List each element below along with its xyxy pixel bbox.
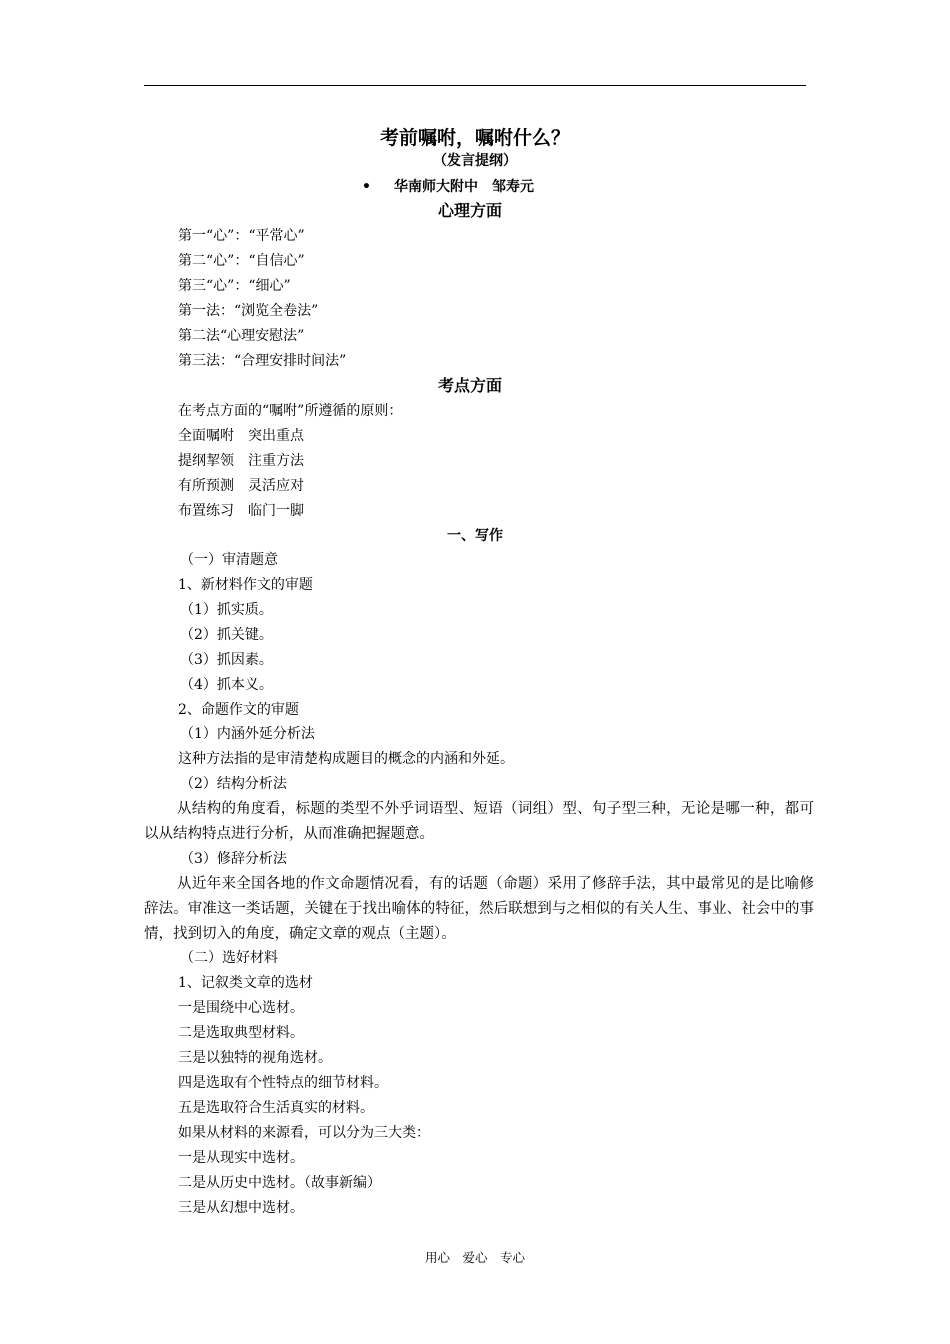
- psych-item: 第二法“心理安慰法”: [178, 328, 305, 344]
- document-subtitle: （发言提纲）: [433, 153, 517, 169]
- section-heading-writing: 一、写作: [447, 528, 503, 544]
- writing-subhead: 1、记叙类文章的选材: [178, 975, 313, 991]
- method-title: （3）修辞分析法: [180, 851, 287, 867]
- psych-item: 第三“心”：“细心”: [178, 278, 291, 294]
- list-item: 二是选取典型材料。: [178, 1025, 304, 1041]
- psych-item: 第三法：“合理安排时间法”: [178, 353, 347, 369]
- list-item: 三是以独特的视角选材。: [178, 1050, 332, 1066]
- list-item: （2）抓关键。: [180, 627, 273, 643]
- psych-item: 第二“心”：“自信心”: [178, 253, 305, 269]
- writing-part-title: （一）审清题意: [180, 552, 278, 568]
- method-text: 这种方法指的是审清楚构成题目的概念的内涵和外延。: [178, 751, 514, 767]
- header-rule: [144, 85, 806, 86]
- exam-item: 布置练习 临门一脚: [178, 503, 304, 519]
- method-paragraph: 从近年来全国各地的作文命题情况看，有的话题（命题）采用了修辞手法，其中最常见的是比喻修辞法。审准这一类话题，关键在于找出喻体的特征，然后联想到与之相似的有关人生、事业、社会中的事情，找到切入的角度，确定文章的观点（主题）。: [144, 876, 814, 942]
- psych-item: 第一法：“浏览全卷法”: [178, 303, 319, 319]
- list-item: 二是从历史中选材。（故事新编）: [178, 1175, 381, 1191]
- exam-item: 有所预测 灵活应对: [178, 478, 304, 494]
- author-name: 华南师大附中 邹寿元: [394, 179, 534, 195]
- source-intro: 如果从材料的来源看，可以分为三大类：: [178, 1125, 430, 1141]
- method-title: （2）结构分析法: [180, 776, 287, 792]
- list-item: 五是选取符合生活真实的材料。: [178, 1100, 374, 1116]
- list-item: （1）抓实质。: [180, 602, 273, 618]
- section-heading-psych: 心理方面: [437, 201, 502, 220]
- psych-item: 第一“心”：“平常心”: [178, 228, 305, 244]
- list-item: （3）抓因素。: [180, 652, 273, 668]
- author-line: [362, 177, 534, 197]
- list-item: 四是选取有个性特点的细节材料。: [178, 1075, 388, 1091]
- writing-part-title: （二）选好材料: [180, 950, 278, 966]
- list-item: 一是从现实中选材。: [178, 1150, 304, 1166]
- list-item: （4）抓本义。: [180, 677, 273, 693]
- list-item: 一是围绕中心选材。: [178, 1000, 304, 1016]
- writing-subhead: 2、命题作文的审题: [178, 702, 299, 718]
- section-heading-exam: 考点方面: [437, 376, 502, 395]
- exam-intro: 在考点方面的“嘱咐”所遵循的原则：: [178, 403, 403, 419]
- method-title: （1）内涵外延分析法: [180, 726, 315, 742]
- list-item: 三是从幻想中选材。: [178, 1200, 304, 1216]
- document-title: 考前嘱咐，嘱咐什么？: [379, 127, 570, 149]
- bullet-icon: •: [362, 179, 371, 195]
- exam-item: 全面嘱咐 突出重点: [178, 428, 304, 444]
- page-footer: 用心 爱心 专心: [424, 1250, 525, 1265]
- exam-item: 提纲挈领 注重方法: [178, 453, 304, 469]
- method-paragraph: 从结构的角度看，标题的类型不外乎词语型、短语（词组）型、句子型三种，无论是哪一种，都可以从结构特点进行分析，从而准确把握题意。: [144, 801, 814, 842]
- writing-subhead: 1、新材料作文的审题: [178, 577, 313, 593]
